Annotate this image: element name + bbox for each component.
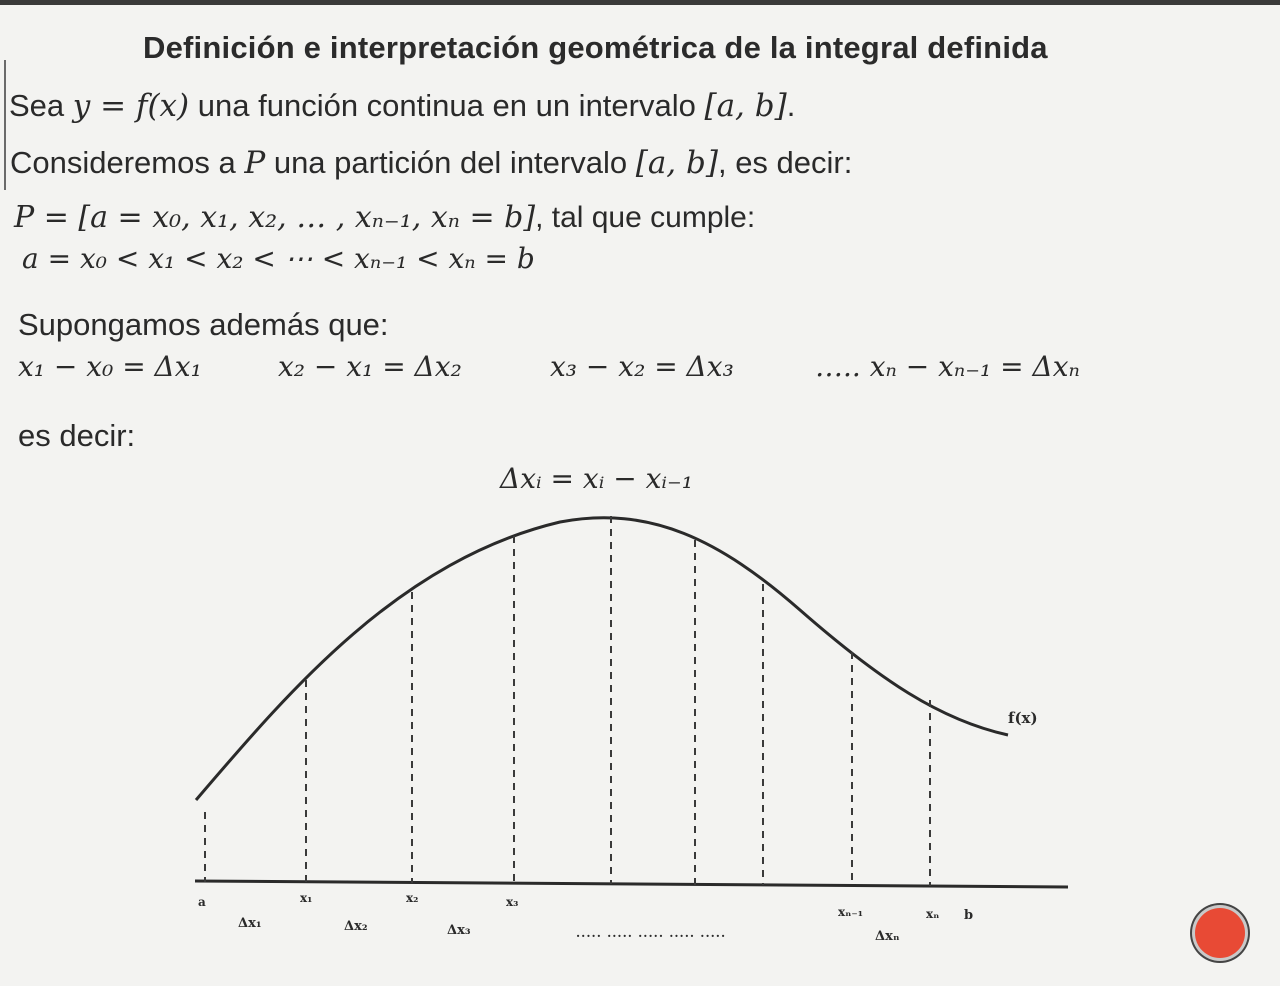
math-interval-2: [a, b] <box>635 145 718 181</box>
partition-lines <box>205 516 930 886</box>
label-x3: x₃ <box>506 895 519 909</box>
label-delta-x2: Δx₂ <box>344 919 368 934</box>
text-consideremos: Consideremos a <box>10 145 236 180</box>
label-delta-x3: Δx₃ <box>447 923 471 938</box>
math-p: P <box>244 145 266 181</box>
label-delta-xn: Δxₙ <box>875 929 900 944</box>
x-axis <box>195 881 1068 887</box>
text-tal-que: , tal que cumple: <box>535 201 756 234</box>
label-delta-x1: Δx₁ <box>238 916 262 931</box>
text-period: . <box>786 88 796 123</box>
math-partition-set: P = [a = x₀, x₁, x₂, … , xₙ₋₁, xₙ = b] <box>14 200 536 235</box>
math-function: y = f(x) <box>72 88 190 124</box>
math-order: a = x₀ < x₁ < x₂ < ⋯ < xₙ₋₁ < xₙ = b <box>22 242 535 275</box>
text-supongamos: Supongamos además que: <box>18 307 389 342</box>
text-sea: Sea <box>9 88 65 123</box>
math-interval: [a, b] <box>704 88 787 124</box>
label-xn-1: xₙ₋₁ <box>838 905 863 919</box>
label-b: b <box>964 908 974 923</box>
text-es-decir-2: es decir: <box>18 418 136 453</box>
page-title: Definición e interpretación geométrica de la integral definida <box>143 30 1048 65</box>
function-curve <box>196 518 1008 800</box>
label-a: a <box>198 895 206 909</box>
record-button[interactable] <box>1195 908 1245 958</box>
difference-1: x₁ − x₀ = Δx₁ <box>18 350 202 383</box>
label-x1: x₁ <box>300 891 313 905</box>
difference-n: ….. xₙ − xₙ₋₁ = Δxₙ <box>815 350 1080 383</box>
label-ellipsis: ..... ..... ..... ..... ..... <box>576 926 727 940</box>
label-xn: xₙ <box>926 907 940 921</box>
label-x2: x₂ <box>406 891 419 905</box>
text-particion: una partición del intervalo <box>273 145 628 180</box>
label-fx: f(x) <box>1008 709 1038 727</box>
difference-2: x₂ − x₁ = Δx₂ <box>278 350 462 383</box>
delta-formula: Δxᵢ = xᵢ − xᵢ₋₁ <box>500 462 694 495</box>
text-es-decir: , es decir: <box>717 145 853 180</box>
difference-3: x₃ − x₂ = Δx₃ <box>550 350 734 383</box>
text-continua: una función continua en un intervalo <box>197 88 696 123</box>
